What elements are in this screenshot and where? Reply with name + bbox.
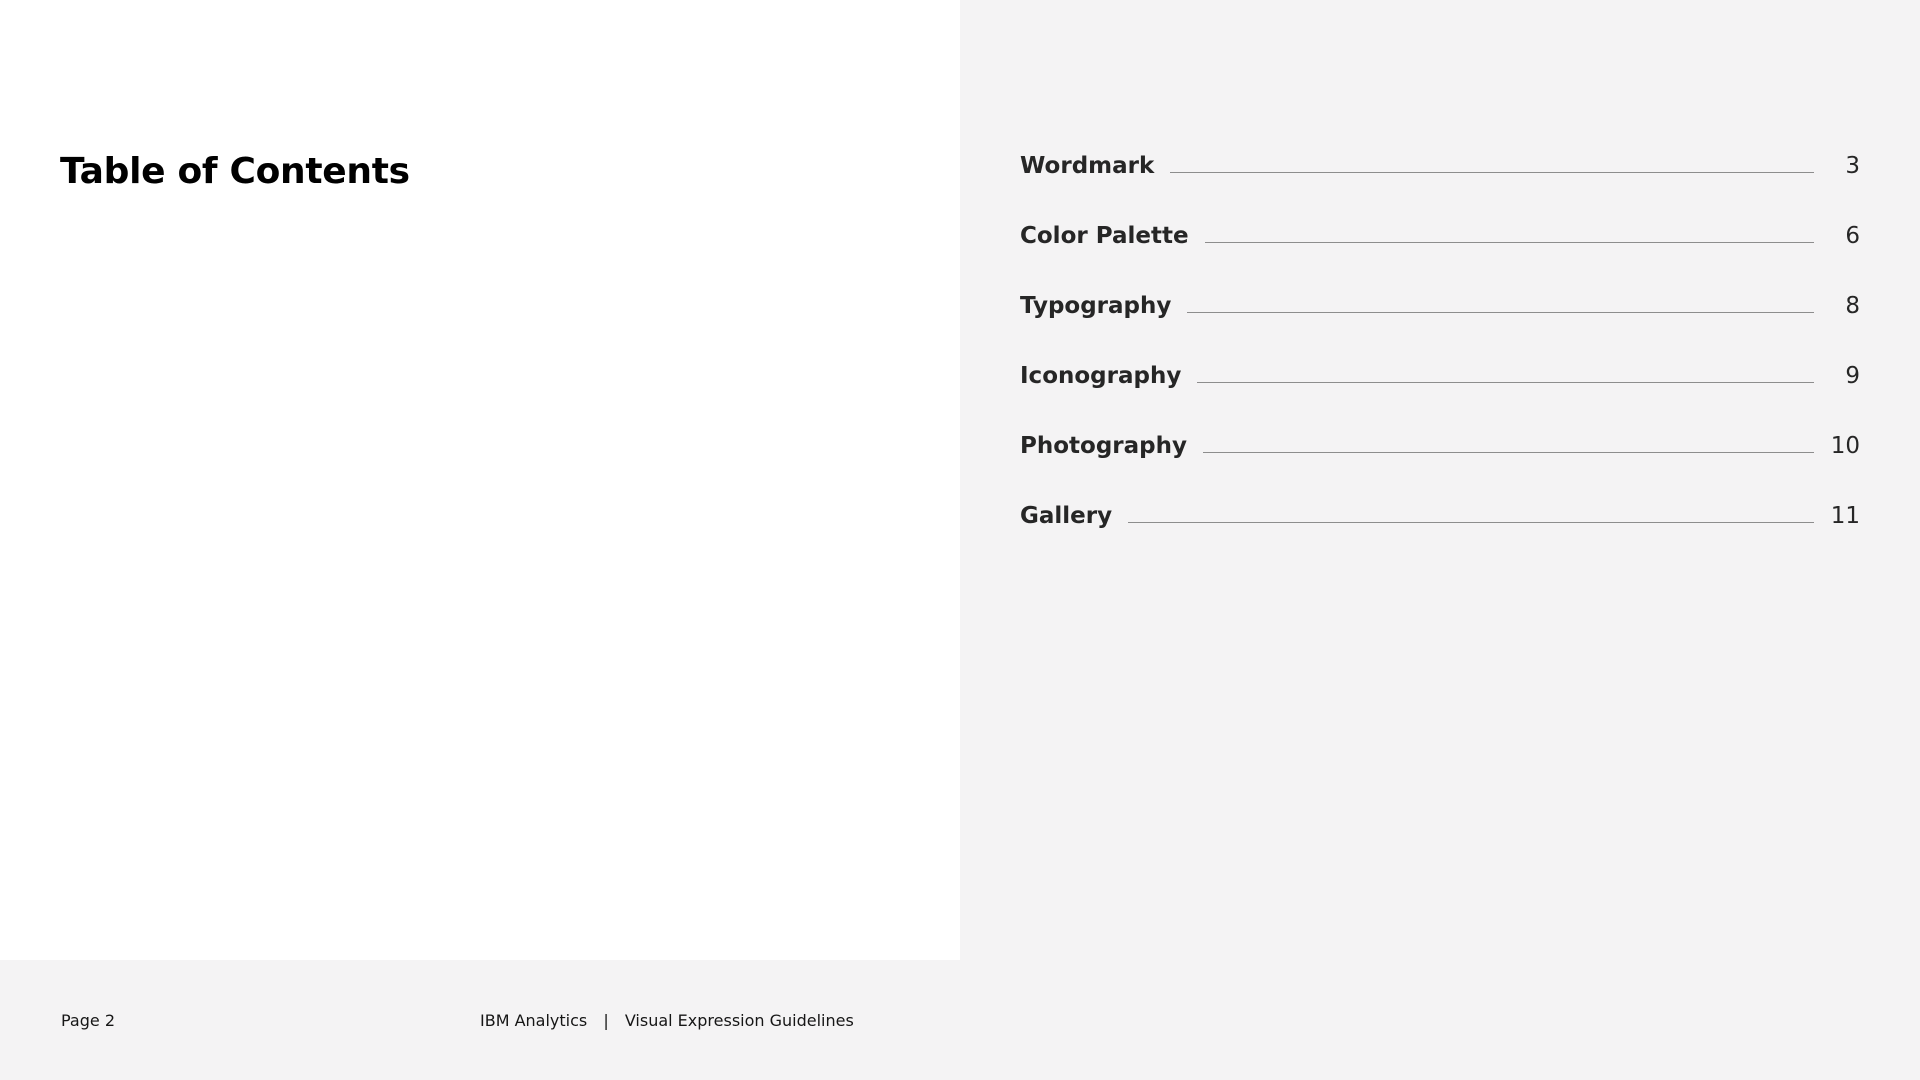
footer-separator: | [603,1011,609,1030]
toc-entry-page: 10 [1830,433,1860,459]
toc-entry-page: 11 [1830,503,1860,529]
toc-entry-label: Gallery [1020,503,1113,529]
toc-entry-label: Typography [1020,293,1172,319]
footer-page-number: Page 2 [61,1011,115,1030]
toc-entry-label: Photography [1020,433,1187,459]
toc-entry-page: 9 [1845,363,1860,389]
toc-leader-line [1128,522,1814,523]
toc-entry-photography[interactable] [1020,426,1860,466]
footer-document-title [480,1011,854,1030]
toc-entry-label: Color Palette [1020,223,1189,249]
toc-entry-page: 6 [1845,223,1860,249]
toc-entry-iconography[interactable] [1020,356,1860,396]
toc-leader-line [1170,172,1814,173]
toc-entry-page: 3 [1845,153,1860,179]
toc-entry-typography[interactable] [1020,286,1860,326]
toc-leader-line [1205,242,1814,243]
toc-entry-page: 8 [1845,293,1860,319]
footer-document-name: Visual Expression Guidelines [624,1011,854,1030]
toc-entry-gallery[interactable] [1020,496,1860,536]
toc-entry-label: Wordmark [1020,153,1155,179]
toc-entry-wordmark[interactable] [1020,146,1860,186]
toc-list [1020,146,1860,566]
footer-brand-name: IBM Analytics [480,1011,588,1030]
toc-leader-line [1203,452,1814,453]
page-title: Table of Contents [60,151,410,192]
left-panel [0,0,960,960]
toc-leader-line [1187,312,1814,313]
toc-entry-color-palette[interactable] [1020,216,1860,256]
toc-leader-line [1197,382,1814,383]
toc-entry-label: Iconography [1020,363,1182,389]
